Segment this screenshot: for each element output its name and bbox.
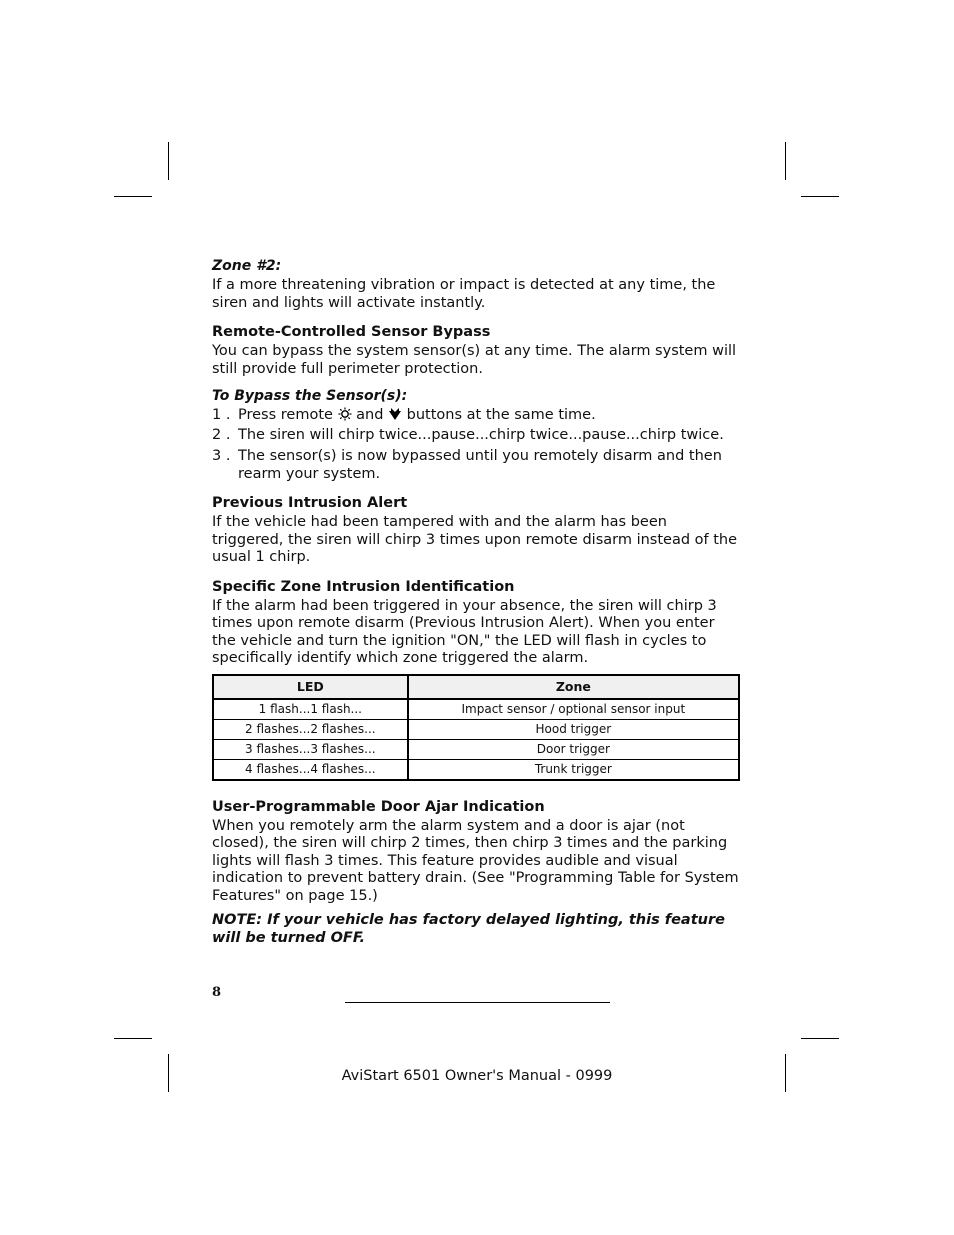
crop-mark-bottom-right-horizontal xyxy=(801,1038,839,1039)
sun-ring-icon xyxy=(338,407,352,421)
crop-mark-top-right-horizontal xyxy=(801,196,839,197)
table-cell-led: 4 flashes...4 flashes... xyxy=(213,759,408,780)
doorajar-text: When you remotely arm the alarm system and a door is ajar (not closed), the siren will chirp 2 times, then chirp 3 times and the parking lights will flash 3 times. This feature provides audible and visual indication to prevent battery drain. (See "Programming Table for System Features" on page 15.) xyxy=(212,817,739,904)
table-cell-zone: Impact sensor / optional sensor input xyxy=(408,699,739,720)
crop-mark-top-left-horizontal xyxy=(114,196,152,197)
table-cell-led: 1 flash...1 flash... xyxy=(213,699,408,720)
crop-mark-bottom-left-horizontal xyxy=(114,1038,152,1039)
footer-text: AviStart 6501 Owner's Manual - 0999 xyxy=(341,1068,613,1084)
crop-mark-top-right-vertical xyxy=(785,142,786,180)
bypass-subheading: To Bypass the Sensor(s): xyxy=(212,388,408,404)
list-item xyxy=(212,427,740,445)
step-text-post: buttons at the same time. xyxy=(406,407,596,423)
step-text-mid: and xyxy=(356,407,384,423)
bypass-steps xyxy=(212,407,740,483)
list-item xyxy=(212,407,740,425)
table-cell-zone: Trunk trigger xyxy=(408,759,739,780)
arrow-down-icon xyxy=(388,407,402,421)
specific-heading: Specific Zone Intrusion Identification xyxy=(212,578,515,595)
list-item xyxy=(212,448,740,483)
table-header-led: LED xyxy=(213,675,408,699)
step-number: 2 . xyxy=(212,426,231,443)
page-content xyxy=(212,255,740,947)
bypass-text: You can bypass the system sensor(s) at any time. The alarm system will still provide full perimeter protection. xyxy=(212,343,737,377)
page-number: 8 xyxy=(212,985,222,1000)
table-header-row xyxy=(213,675,739,699)
table-cell-led: 2 flashes...2 flashes... xyxy=(213,719,408,739)
table-row xyxy=(213,699,739,720)
table-cell-led: 3 flashes...3 flashes... xyxy=(213,739,408,759)
step-text-pre: Press remote xyxy=(238,407,333,423)
step-text: The siren will chirp twice...pause...chirp twice...pause...chirp twice. xyxy=(238,426,724,443)
table-row xyxy=(213,739,739,759)
previous-text: If the vehicle had been tampered with and the alarm has been triggered, the siren will chirp 3 times upon remote disarm instead of the usual 1 chirp. xyxy=(212,514,738,565)
table-row xyxy=(213,719,739,739)
footer-rule xyxy=(345,1002,610,1003)
previous-heading: Previous Intrusion Alert xyxy=(212,495,408,511)
table-row xyxy=(213,759,739,780)
zone2-text: If a more threatening vibration or impact is detected at any time, the siren and lights will activate instantly. xyxy=(212,277,716,311)
step-text: The sensor(s) is now bypassed until you remotely disarm and then rearm your system. xyxy=(238,448,722,482)
zone2-title: Zone #2: xyxy=(212,258,282,274)
zone-table xyxy=(212,674,740,781)
specific-text: If the alarm had been triggered in your absence, the siren will chirp 3 times upon remote disarm (Previous Intrusion Alert). When you enter the vehicle and turn the ignition "ON," the LED will flash in cycles to specifically identify which zone triggered the alarm. xyxy=(212,597,717,666)
crop-mark-top-left-vertical xyxy=(168,142,169,180)
doorajar-heading: User-Programmable Door Ajar Indication xyxy=(212,798,545,815)
bypass-heading: Remote-Controlled Sensor Bypass xyxy=(212,324,491,340)
step-number: 3 . xyxy=(212,448,231,464)
table-header-zone: Zone xyxy=(408,675,739,699)
step-number: 1 . xyxy=(212,407,231,423)
table-cell-zone: Door trigger xyxy=(408,739,739,759)
table-cell-zone: Hood trigger xyxy=(408,719,739,739)
doorajar-note: NOTE: If your vehicle has factory delayed lighting, this feature will be turned OFF. xyxy=(212,912,725,946)
